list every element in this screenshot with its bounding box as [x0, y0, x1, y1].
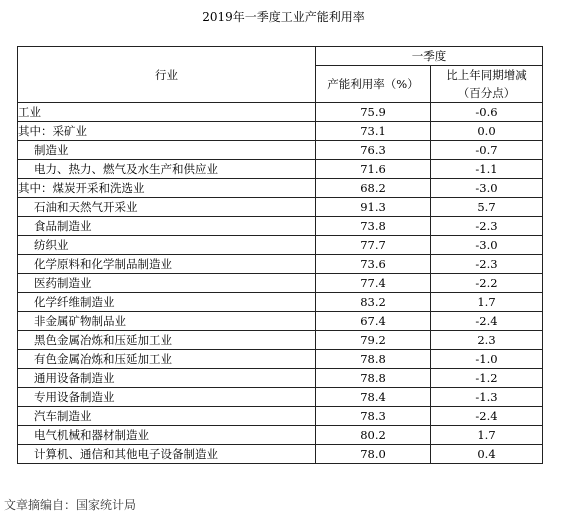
yoy-change-cell: -2.3: [431, 217, 543, 236]
yoy-change-cell: -2.4: [431, 312, 543, 331]
industry-cell: 非金属矿物制品业: [18, 312, 316, 331]
industry-cell: 制造业: [18, 141, 316, 160]
table-row: [18, 160, 543, 179]
table-row: [18, 388, 543, 407]
yoy-change-cell: -2.3: [431, 255, 543, 274]
table-row: [18, 122, 543, 141]
table-row: [18, 426, 543, 445]
table-row: [18, 350, 543, 369]
industry-cell: 医药制造业: [18, 274, 316, 293]
utilization-rate-cell: 79.2: [316, 331, 431, 350]
yoy-change-cell: -0.7: [431, 141, 543, 160]
industry-cell: 汽车制造业: [18, 407, 316, 426]
industry-cell: 石油和天然气开采业: [18, 198, 316, 217]
table-title: 2019年一季度工业产能利用率: [202, 10, 365, 24]
industry-cell: 有色金属冶炼和压延加工业: [18, 350, 316, 369]
source-note: 文章摘编自：国家统计局: [4, 498, 137, 512]
table-row: [18, 274, 543, 293]
header-quarter: 一季度: [316, 47, 543, 66]
table-row: [18, 198, 543, 217]
capacity-utilization-table: [17, 46, 543, 464]
utilization-rate-cell: 68.2: [316, 179, 431, 198]
utilization-rate-cell: 71.6: [316, 160, 431, 179]
header-industry: 行业: [18, 47, 316, 103]
industry-cell: 计算机、通信和其他电子设备制造业: [18, 445, 316, 464]
yoy-change-cell: -1.2: [431, 369, 543, 388]
table-row: [18, 217, 543, 236]
utilization-rate-cell: 91.3: [316, 198, 431, 217]
yoy-change-cell: -2.4: [431, 407, 543, 426]
utilization-rate-cell: 78.8: [316, 350, 431, 369]
industry-cell: 化学原料和化学制品制造业: [18, 255, 316, 274]
industry-cell: 化学纤维制造业: [18, 293, 316, 312]
utilization-rate-cell: 73.1: [316, 122, 431, 141]
table-row: [18, 236, 543, 255]
yoy-change-cell: -1.3: [431, 388, 543, 407]
utilization-rate-cell: 73.8: [316, 217, 431, 236]
yoy-change-cell: -1.0: [431, 350, 543, 369]
table-row: [18, 369, 543, 388]
yoy-change-cell: 5.7: [431, 198, 543, 217]
industry-cell: 黑色金属冶炼和压延加工业: [18, 331, 316, 350]
yoy-change-cell: 0.4: [431, 445, 543, 464]
industry-cell: 电气机械和器材制造业: [18, 426, 316, 445]
utilization-rate-cell: 77.4: [316, 274, 431, 293]
industry-cell: 纺织业: [18, 236, 316, 255]
table-row: [18, 293, 543, 312]
yoy-change-cell: -3.0: [431, 179, 543, 198]
utilization-rate-cell: 78.8: [316, 369, 431, 388]
industry-cell: 电力、热力、燃气及水生产和供应业: [18, 160, 316, 179]
table-row: [18, 179, 543, 198]
utilization-rate-cell: 78.0: [316, 445, 431, 464]
table-row: [18, 103, 543, 122]
yoy-change-cell: -0.6: [431, 103, 543, 122]
utilization-rate-cell: 76.3: [316, 141, 431, 160]
utilization-rate-cell: 77.7: [316, 236, 431, 255]
yoy-change-cell: 2.3: [431, 331, 543, 350]
utilization-rate-cell: 78.4: [316, 388, 431, 407]
yoy-change-cell: -2.2: [431, 274, 543, 293]
table-row: [18, 312, 543, 331]
yoy-change-cell: 1.7: [431, 426, 543, 445]
utilization-rate-cell: 73.6: [316, 255, 431, 274]
header-yoy-change-line2: （百分点）: [457, 86, 516, 100]
yoy-change-cell: -3.0: [431, 236, 543, 255]
utilization-rate-cell: 83.2: [316, 293, 431, 312]
utilization-rate-cell: 67.4: [316, 312, 431, 331]
yoy-change-cell: -1.1: [431, 160, 543, 179]
yoy-change-cell: 1.7: [431, 293, 543, 312]
industry-cell: 其中：煤炭开采和洗选业: [18, 179, 316, 198]
industry-cell: 专用设备制造业: [18, 388, 316, 407]
table-row: [18, 407, 543, 426]
utilization-rate-cell: 78.3: [316, 407, 431, 426]
table-row: [18, 255, 543, 274]
header-yoy-change: [431, 66, 543, 103]
table-row: [18, 141, 543, 160]
header-utilization-rate: 产能利用率（%）: [316, 66, 431, 103]
utilization-rate-cell: 75.9: [316, 103, 431, 122]
industry-cell: 通用设备制造业: [18, 369, 316, 388]
yoy-change-cell: 0.0: [431, 122, 543, 141]
industry-cell: 其中：采矿业: [18, 122, 316, 141]
industry-cell: 工业: [18, 103, 316, 122]
industry-cell: 食品制造业: [18, 217, 316, 236]
table-row: [18, 445, 543, 464]
table-row: [18, 331, 543, 350]
header-yoy-change-line1: 比上年同期增减: [446, 68, 527, 82]
utilization-rate-cell: 80.2: [316, 426, 431, 445]
